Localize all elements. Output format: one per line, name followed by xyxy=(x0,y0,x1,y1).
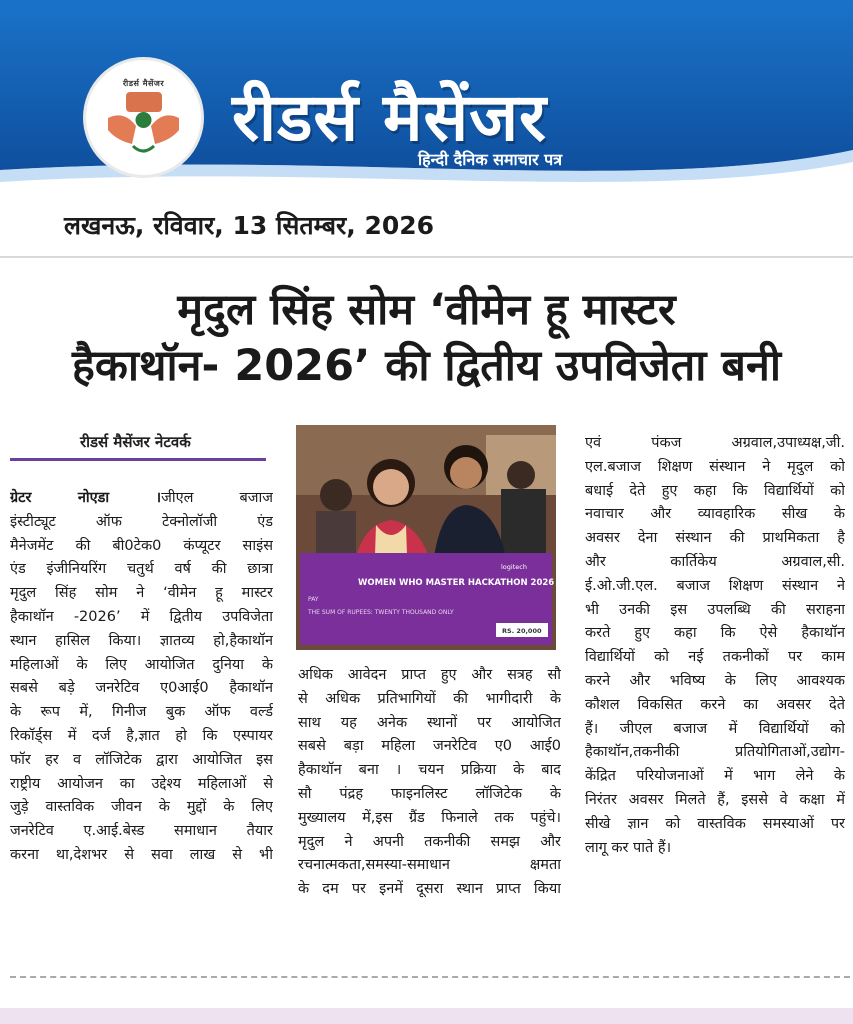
masthead xyxy=(0,0,853,258)
headline-line-1: मृदुल सिंह सोम ‘वीमेन हू मास्टर xyxy=(177,285,676,335)
banner-sum: THE SUM OF RUPEES: TWENTY THOUSAND ONLY xyxy=(308,609,454,616)
column-line: कौशल विकसित करने का अवसर देते xyxy=(585,696,845,713)
award-photo-illustration xyxy=(296,425,556,650)
masthead-divider xyxy=(0,256,853,258)
column-line: के रूप में, गिनीज बुक ऑफ वर्ल्ड xyxy=(10,704,273,721)
column-line: से अधिक प्रतिभागियों की भागीदारी के xyxy=(298,690,561,707)
article-headline xyxy=(0,282,853,394)
banner-pay: PAY xyxy=(308,596,319,603)
column-line: राष्ट्रीय आयोजन का उद्देश्य महिलाओं से xyxy=(10,775,273,792)
dateline-place: ग्रेटर नोएडा । xyxy=(10,490,162,506)
column-line: ई.ओ.जी.एल. बजाज शिक्षण संस्थान ने xyxy=(585,577,845,594)
column-line: साथ यह अनेक स्थानों पर आयोजित xyxy=(298,714,561,731)
column-line: करना था,देशभर से सवा लाख से भी xyxy=(10,846,273,863)
column-line: भी उनकी इस उपलब्धि की सराहना xyxy=(585,601,845,618)
column-line: सौ पंद्रह फाइनलिस्ट लॉजिटेक के xyxy=(298,785,561,802)
article-column-2 xyxy=(298,664,561,902)
byline-underline xyxy=(10,458,266,461)
column-line: केंद्रित परियोजनाओं में भाग लेने के xyxy=(585,768,845,785)
column-line: मृदुल सिंह सोम ने ‘वीमेन हू मास्टर xyxy=(10,585,273,602)
newspaper-tagline: हिन्दी दैनिक समाचार पत्र xyxy=(418,150,563,169)
column-line: अवसर देना संस्थान की प्राथमिकता है xyxy=(585,530,845,547)
column-line: सीखे ज्ञान को वास्तविक समस्याओं पर xyxy=(585,815,845,832)
column-line: इंस्टीट्यूट ऑफ टेक्नोलॉजी एंड xyxy=(10,513,273,530)
column-line: करते हुए कहा कि ऐसे हैकाथॉन xyxy=(585,625,845,642)
banner-amount: RS. 20,000 xyxy=(502,627,542,635)
column-line: जनरेटिव ए.आई.बेस्ड समाधान तैयार xyxy=(10,823,273,840)
column-line: महिलाओं के लिए आयोजित दुनिया के xyxy=(10,656,273,673)
column-line: करने और भविष्य के लिए आवश्यक xyxy=(585,672,845,689)
column-line: मुख्यालय में,इस ग्रैंड फिनाले तक पहुंचे। xyxy=(298,809,561,826)
headline-line-2: हैकाथॉन- 2026’ की द्वितीय उपविजेता बनी xyxy=(72,341,781,391)
article-photo xyxy=(296,425,556,650)
dateline: लखनऊ, रविवार, 13 सितम्बर, 2026 xyxy=(64,211,435,240)
banner-title: WOMEN WHO MASTER HACKATHON 2026 xyxy=(358,578,555,588)
banner-brand: logitech xyxy=(501,563,527,571)
column-line: एंड इंजीनियरिंग चतुर्थ वर्ष की छात्रा xyxy=(10,561,273,578)
column-line: हैकाथॉन बना । चयन प्रक्रिया के बाद xyxy=(298,762,561,779)
column-line: नवाचार और व्यावहारिक सीख के xyxy=(585,506,845,523)
column-line: निरंतर अवसर मिलते हैं, इससे वे कक्षा में xyxy=(585,791,845,808)
column-line: बधाई देते हुए कहा कि विद्यार्थियों को xyxy=(585,482,845,499)
column-line: फॉर हर व लॉजिटेक द्वारा आयोजित इस xyxy=(10,751,273,768)
column-line: रिकॉर्ड्स में दर्ज है,ज्ञात हो कि एस्पायर xyxy=(10,727,273,744)
column-line: हैं। जीएल बजाज में विद्यार्थियों को xyxy=(585,720,845,737)
column-line: अधिक आवेदन प्राप्त हुए और सत्रह सौ xyxy=(298,667,561,683)
column-line: मृदुल ने अपनी तकनीकी समझ और xyxy=(298,833,561,850)
page-divider xyxy=(10,976,850,978)
newspaper-name: रीडर्स मैसेंजर xyxy=(232,79,548,156)
column-line: मैनेजमेंट की बी0टेक0 कंप्यूटर साइंस xyxy=(10,537,273,554)
logo-text: रीडर्स मैसेंजर xyxy=(122,79,165,88)
column-line: सबसे बड़े जनरेटिव ए0आई0 हैकाथॉन xyxy=(10,680,273,697)
logo-emblem-icon xyxy=(86,60,201,175)
byline: रीडर्स मैसेंजर नेटवर्क xyxy=(80,433,191,451)
column-line: सबसे बड़ा महिला जनरेटिव ए0 आई0 xyxy=(298,738,561,755)
article-column-1 xyxy=(10,487,273,868)
column-line: विद्यार्थियों को नई तकनीकों पर काम xyxy=(585,649,845,666)
column-line: रचनात्मकता,समस्या-समाधान क्षमता xyxy=(298,857,561,874)
column-line: एल.बजाज शिक्षण संस्थान ने मृदुल को xyxy=(585,458,845,475)
column-line: हैकाथॉन,तकनीकी प्रतियोगिताओं,उद्योग- xyxy=(585,744,845,761)
column-line: एवं पंकज अग्रवाल,उपाध्यक्ष,जी. xyxy=(585,435,845,451)
column-line: लागू कर पाते हैं। xyxy=(585,839,672,856)
column-line: जुड़े वास्तविक जीवन के मुद्दों के लिए xyxy=(10,799,273,816)
column-line: के दम पर इनमें दूसरा स्थान प्राप्त किया xyxy=(298,881,561,898)
column-line: और कार्तिकेय अग्रवाल,सी. xyxy=(585,553,845,570)
column-line: हैकाथॉन -2026’ में द्वितीय उपविजेता xyxy=(10,608,273,625)
column-line: स्थान हासिल किया। ज्ञातव्य हो,हैकाथॉन xyxy=(10,632,273,649)
newspaper-logo xyxy=(86,60,201,175)
column-line: ग्रेटर नोएडा ।जीएल बजाज xyxy=(10,490,273,506)
footer-band xyxy=(0,1008,853,1024)
article-column-3 xyxy=(585,432,845,860)
